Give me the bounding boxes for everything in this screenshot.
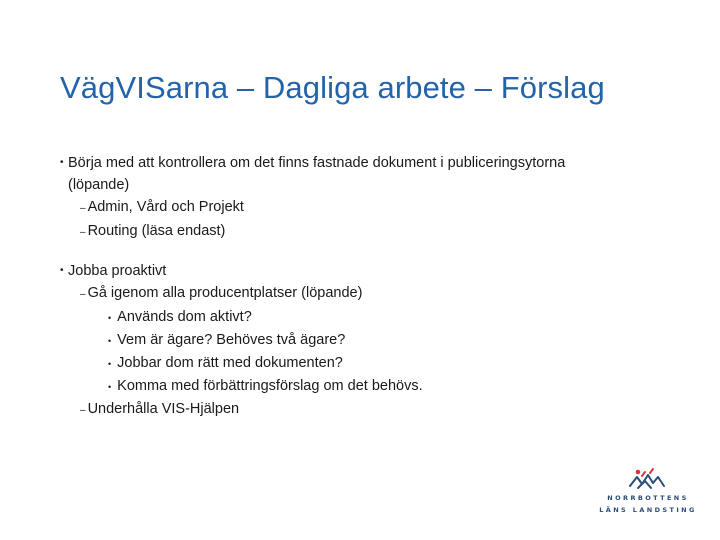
- bullet-dot-icon: •: [108, 382, 112, 392]
- norrbottens-logo: [598, 466, 698, 522]
- sub-sub-bullet-item: [60, 306, 680, 329]
- sub-sub-bullet-text: Används dom aktivt?: [117, 309, 252, 325]
- slide-body: [60, 152, 680, 422]
- bullet-dot-icon: •: [108, 313, 112, 323]
- dash-icon: –: [80, 227, 86, 238]
- sub-sub-bullet-text: Jobbar dom rätt med dokumenten?: [117, 355, 343, 371]
- dash-icon: –: [80, 289, 86, 300]
- sub-bullet-item: [60, 196, 680, 220]
- bullet-text: Börja med att kontrollera om det finns fastnade dokument i publiceringsytorna: [68, 155, 566, 171]
- sub-bullet-text: Gå igenom alla producentplatser (löpande): [87, 285, 363, 301]
- sub-bullet-item: [60, 220, 680, 244]
- landsting-emblem-icon: [598, 466, 698, 492]
- bullet-dot-icon: •: [108, 336, 112, 346]
- sub-bullet-text: Underhålla VIS-Hjälpen: [87, 401, 240, 417]
- sub-sub-bullet-item: [60, 375, 680, 398]
- bullet-item: [60, 260, 680, 282]
- sub-bullet-item: [60, 398, 680, 422]
- dash-icon: –: [80, 203, 86, 214]
- sub-bullet-text: Admin, Vård och Projekt: [87, 199, 244, 215]
- logo-line2: LÄNS LANDSTING: [599, 506, 697, 514]
- bullet-dot-icon: •: [108, 359, 112, 369]
- sub-bullet-item: [60, 282, 680, 306]
- bullet-dot-icon: •: [60, 265, 64, 276]
- bullet-dot-icon: •: [60, 157, 64, 168]
- bullet-item: [60, 152, 680, 196]
- sub-sub-bullet-item: [60, 329, 680, 352]
- bullet-text-continuation: (löpande): [68, 177, 130, 193]
- sub-sub-bullet-text: Vem är ägare? Behöves två ägare?: [117, 332, 346, 348]
- sub-sub-bullet-text: Komma med förbättringsförslag om det behövs.: [117, 378, 423, 394]
- sub-bullet-text: Routing (läsa endast): [87, 223, 226, 239]
- logo-line1: NORRBOTTENS: [607, 494, 689, 502]
- dash-icon: –: [80, 405, 86, 416]
- bullet-text: Jobba proaktivt: [68, 263, 167, 279]
- slide-title: VägVISarna – Dagliga arbete – Förslag: [60, 70, 605, 105]
- sub-sub-bullet-item: [60, 352, 680, 375]
